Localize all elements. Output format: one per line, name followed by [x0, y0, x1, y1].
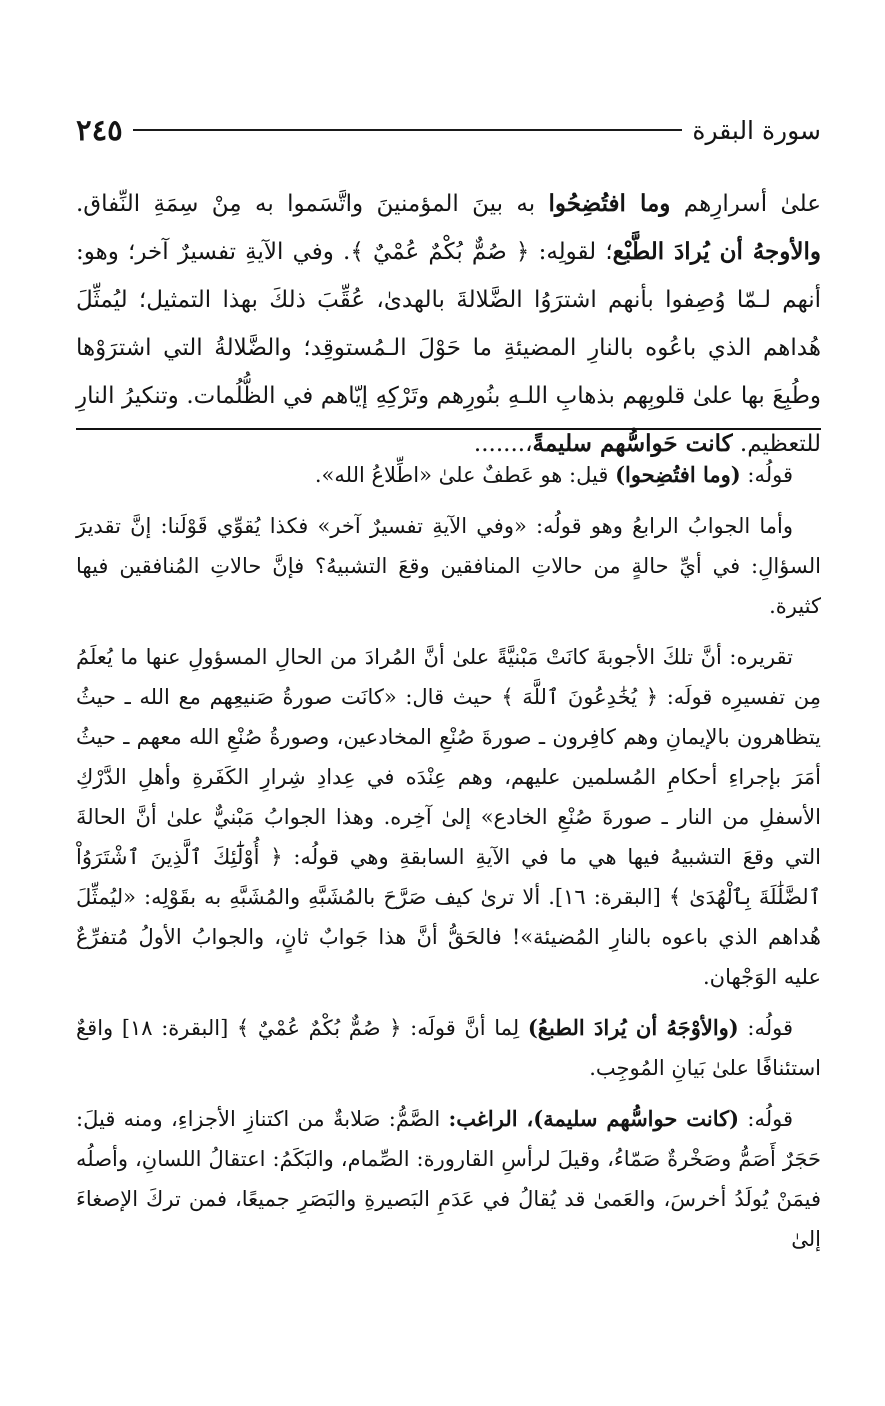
commentary-text: الصَّمُّ: صَلابةٌ من اكتنازِ الأجزاءِ، ومنه قيلَ: حَجَرٌ أَصَمُّ وصَخْرةٌ صَمّاءُ، وقيلَ لرأسِ القارورة: الصِّمام، والبَكَمُ: اعتقالُ اللسانِ، وأصلُه فيمَنْ يُولَدُ أخرسَ، والعَمىٰ قد يُقالُ في عَدَمِ البَصيرةِ والبَصَرِ جميعًا، فمن تركَ الإصغاءَ إلىٰ — [76, 1107, 821, 1251]
commentary-bold: (وما افتُضِحوا) — [615, 462, 741, 487]
matn-bold: وما افتُضِحُوا — [548, 190, 671, 217]
matn-text: به بينَ المؤمنينَ واتَّسَموا به مِنْ سِمَةِ النِّفاق. — [76, 191, 549, 217]
commentary-paragraph: تقريره: أنَّ تلكَ الأجوبةَ كانَتْ مَبْنيَّةً علىٰ أنَّ المُرادَ من الحالِ المسؤولِ عنها ما يُعلَمُ مِن تفسيرِه قولَه: ﴿ يُخَٰدِعُونَ ٱللَّهَ ﴾ حيث قال: «كانَت صورةُ صَنيعِهم مع الله ـ حيثُ يتظاهرون بالإيمانِ وهم كافِرون ـ صورةَ صُنْعِ المخادعين، وصورةُ صُنْعِ الله معهم ـ حيثُ أمَرَ بإجراءِ أحكامِ المُسلمين عليهم، وهم عِنْدَه في عِدادِ شِرارِ الكَفَرةِ وأهلِ الدَّرْكِ الأسفلِ من النار ـ صورةَ صُنْعِ الخادع» إلىٰ آخِره. وهذا الجوابُ مَبْنيٌّ علىٰ أنَّ الحالةَ التي وقعَ التشبيهُ فيها هي ما في الآيةِ السابقةِ وهي قولُه: ﴿ أُوْلَٰٓئِكَ ٱلَّذِينَ ٱشْتَرَوُاْ ٱلضَّلَٰلَةَ بِٱلْهُدَىٰ ﴾ [البقرة: ١٦]. ألا ترىٰ كيف صَرَّحَ بالمُشَبَّهِ والمُشَبَّهِ به بقَوْلِه: «ليُمثِّلَ هُداهم الذي باعوه بالنارِ المُضيئة»! فالحَقُّ أنَّ هذا جَوابٌ ثانٍ، والجوابُ الأولُ مُتفرِّعٌ عليه الوَجْهان. — [76, 645, 822, 989]
header-rule — [133, 129, 683, 131]
section-divider — [76, 428, 821, 430]
surah-name: سورة البقرة — [692, 115, 821, 145]
matn-bold: والأوجهُ أن يُرادَ الطَّبْع — [612, 238, 821, 265]
matn-text: ،....... — [473, 431, 533, 457]
page-number: ٢٤٥ — [76, 113, 123, 147]
commentary-paragraph — [76, 455, 821, 495]
commentary-text: قولُه: — [740, 463, 793, 487]
matn-text: ؛ لقولِه: ﴿ صُمٌّ بُكْمٌ عُمْيٌ ﴾. وفي الآيةِ تفسيرٌ آخر؛ وهو: أنهم لـمّا وُصِفوا بأنهم اشترَوُا الضَّلالةَ بالهدىٰ، عُقِّبَ ذلكَ بهذا التمثيل؛ ليُمثِّلَ هُداهم الذي باعُوه بالنارِ المضيئةِ ما حَوْلَ الـمُستوقِد؛ والضَّلالةُ التي اشترَوْها وطُبِعَ بها علىٰ قلوبِهم بذهابِ اللـهِ بنُورِهم وتَرْكِهِ إيّاهم في الظُّلُمات. وتنكيرُ النارِ للتعظيم. — [76, 239, 821, 457]
main-text — [76, 180, 821, 468]
commentary-bold: (والأوْجَهُ أن يُرادَ الطبعُ) — [527, 1015, 739, 1040]
commentary-paragraph — [76, 1099, 821, 1259]
commentary-text: لِما أنَّ قولَه: ﴿ صُمٌّ بُكْمٌ عُمْيٌ ﴾ [البقرة: ١٨] واقعٌ استئنافًا علىٰ بَيانِ المُوجِب. — [76, 1016, 821, 1080]
commentary-text: قولُه: — [739, 1107, 793, 1131]
matn-text: علىٰ أسرارِهم — [670, 191, 821, 217]
page-header — [76, 110, 821, 150]
matn-bold: كانت حَواسُّهم سليمةً — [532, 430, 733, 457]
commentary-paragraph — [76, 1008, 821, 1088]
commentary-text: قولُه: — [738, 1016, 793, 1040]
commentary-paragraph: وأما الجوابُ الرابعُ وهو قولُه: «وفي الآيةِ تفسيرٌ آخر» فكذا يُقوِّي قَوْلَنا: إنَّ تقديرَ السؤالِ: في أيِّ حالةٍ من حالاتِ المنافقين وقعَ التشبيهُ؟ فإنَّ حالاتِ المُنافقين فيها كثيرة. — [76, 514, 821, 618]
commentary — [76, 455, 821, 1270]
commentary-bold: (كانت حواسُّهم سليمة)، الراغب: — [448, 1106, 740, 1131]
commentary-text: قيل: هو عَطفٌ علىٰ «اطِّلاعُ الله». — [314, 463, 616, 487]
